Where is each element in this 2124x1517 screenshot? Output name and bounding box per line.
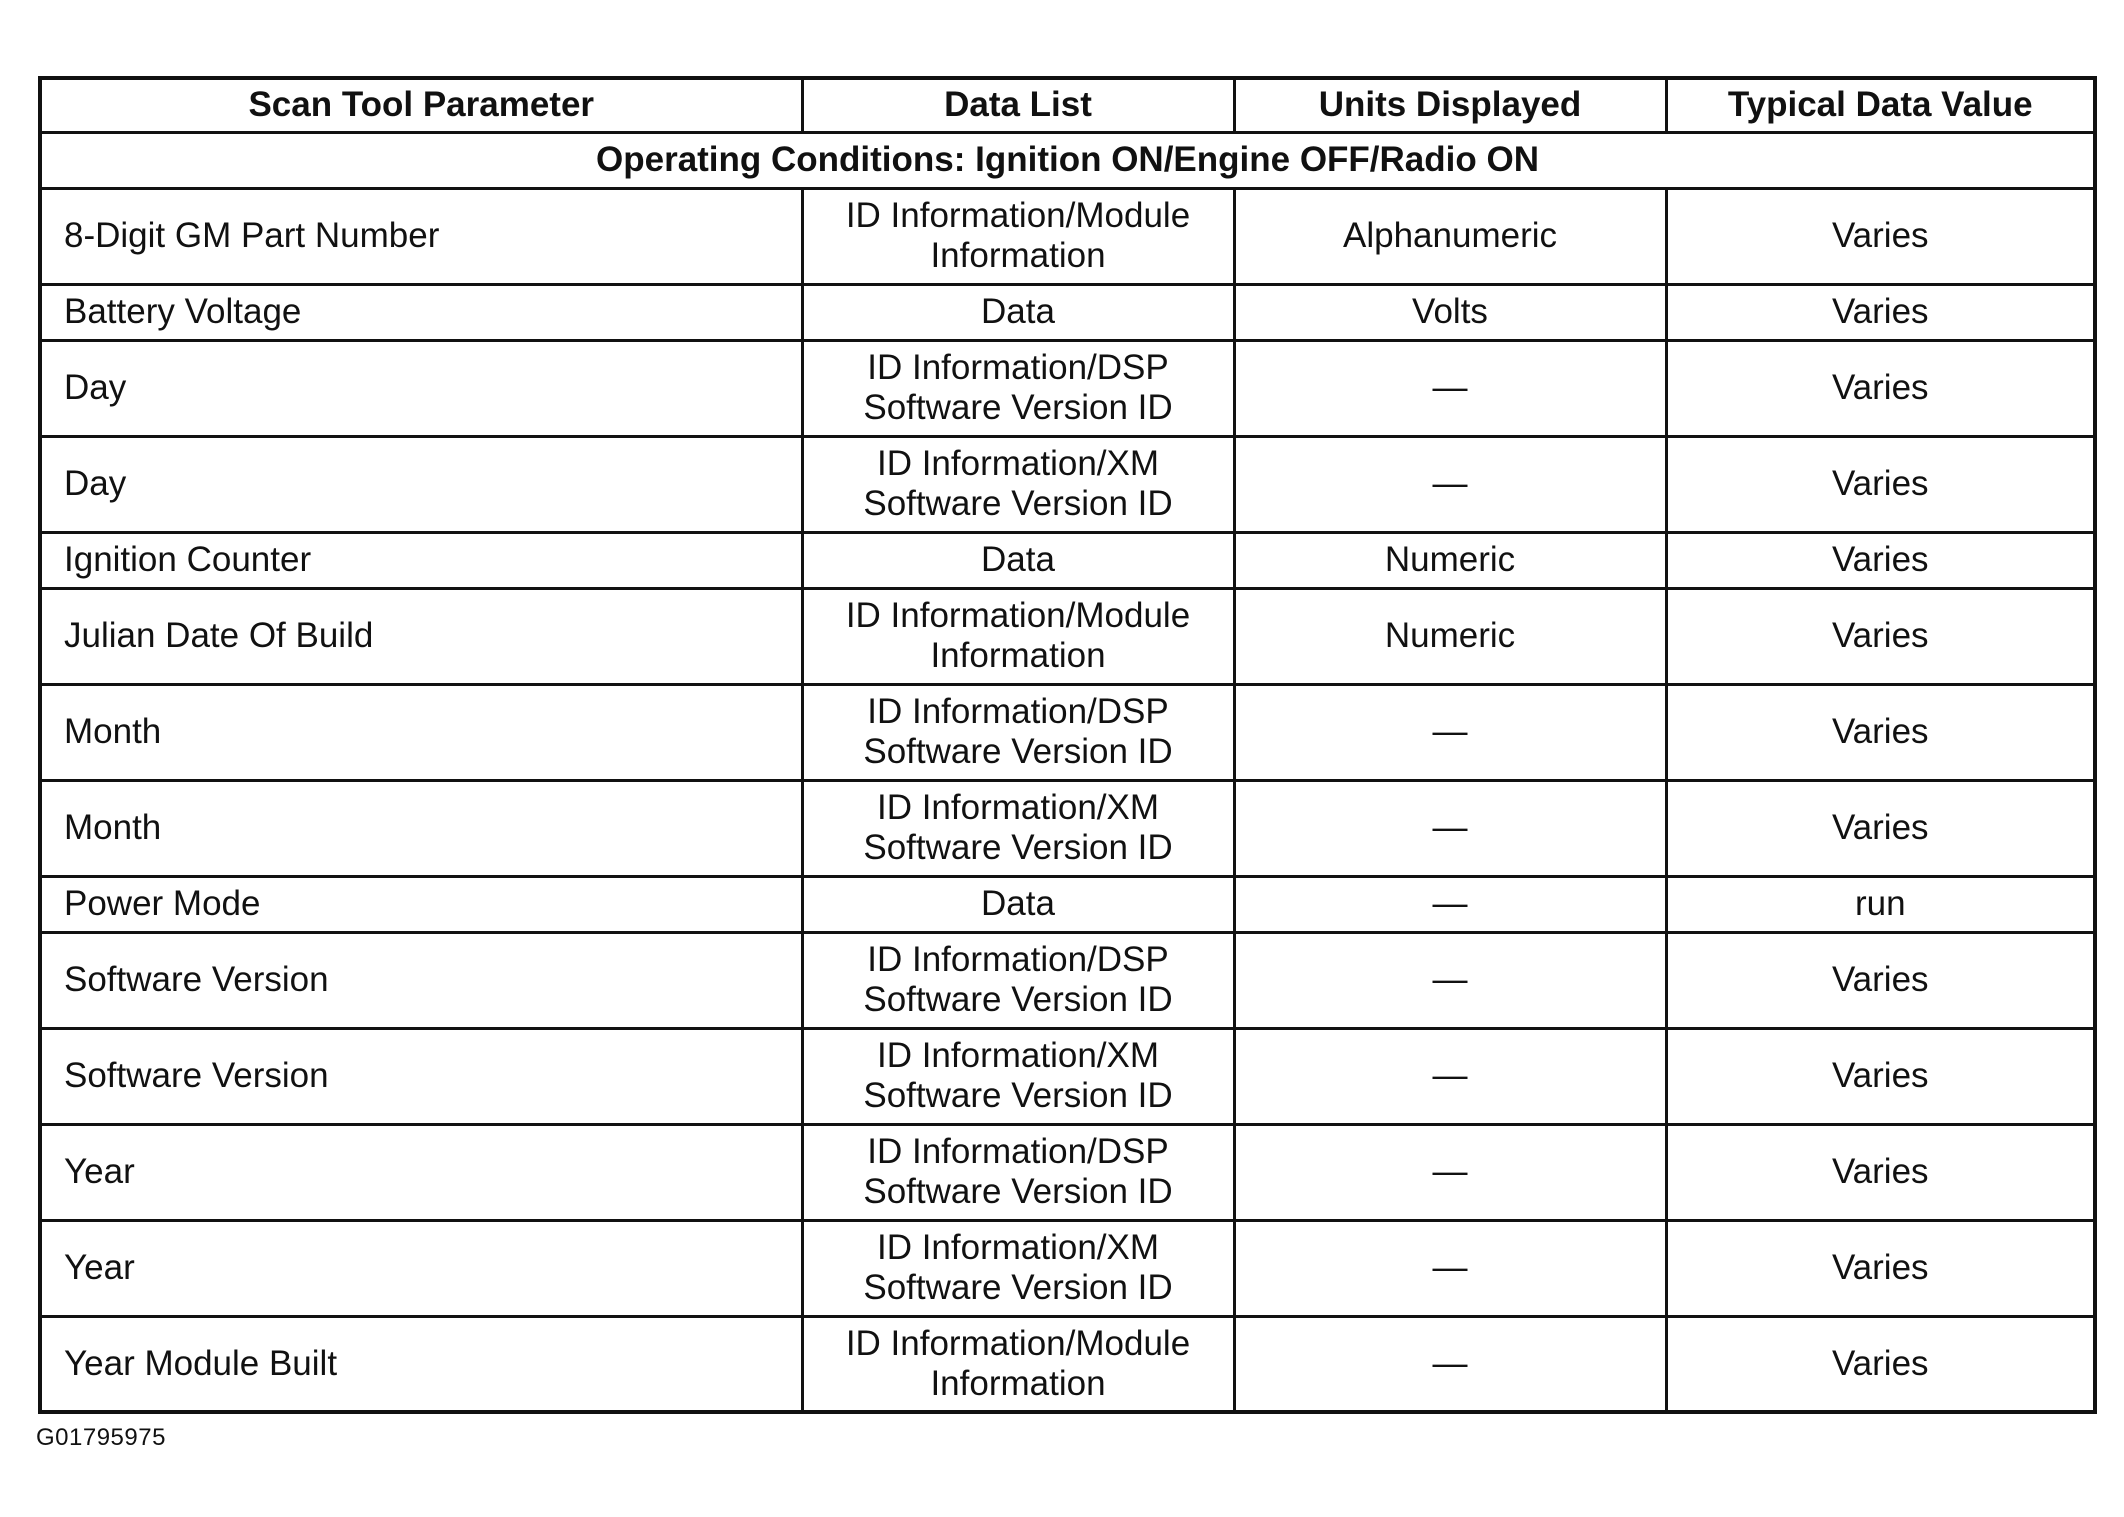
cell-units: — <box>1234 1028 1666 1124</box>
data-list-line: ID Information/Module <box>845 1323 1191 1363</box>
cell-units: Volts <box>1234 284 1666 340</box>
cell-data-list <box>802 1028 1234 1124</box>
data-list-line: Information <box>930 1363 1106 1403</box>
cell-units: — <box>1234 1124 1666 1220</box>
data-list-line: ID Information/XM <box>876 788 1160 827</box>
data-list-line: Software Version ID <box>863 1172 1173 1211</box>
cell-typical-value: Varies <box>1666 1028 2095 1124</box>
cell-parameter: Power Mode <box>40 876 802 932</box>
cell-data-list <box>802 932 1234 1028</box>
header-typical-data-value: Typical Data Value <box>1666 78 2095 132</box>
cell-parameter: Month <box>40 780 802 876</box>
cell-data-list <box>802 1220 1234 1316</box>
data-list-line: Data <box>981 884 1055 923</box>
data-list-line: Software Version ID <box>863 1268 1173 1307</box>
table-row <box>40 340 2095 436</box>
table-row <box>40 532 2095 588</box>
data-list-line: Information <box>930 636 1106 675</box>
table-row <box>40 684 2095 780</box>
cell-parameter: Year <box>40 1124 802 1220</box>
data-list-line: ID Information/Module <box>845 196 1191 235</box>
data-list-line: ID Information/DSP <box>867 940 1169 979</box>
table-row <box>40 284 2095 340</box>
data-list-line: Software Version ID <box>863 732 1173 771</box>
figure-code: G01795975 <box>36 1424 166 1451</box>
cell-parameter: Month <box>40 684 802 780</box>
data-list-line: ID Information/DSP <box>867 692 1169 731</box>
data-list-line: Software Version ID <box>863 1076 1173 1115</box>
cell-typical-value: Varies <box>1666 588 2095 684</box>
cell-data-list <box>802 1124 1234 1220</box>
header-units-displayed: Units Displayed <box>1234 78 1666 132</box>
cell-typical-value: Varies <box>1666 436 2095 532</box>
cell-typical-value: Varies <box>1666 284 2095 340</box>
cell-typical-value: Varies <box>1666 684 2095 780</box>
data-list-line: Data <box>981 292 1055 331</box>
cell-units: — <box>1234 780 1666 876</box>
cell-data-list <box>802 780 1234 876</box>
cell-typical-value: Varies <box>1666 188 2095 284</box>
cell-units: — <box>1234 876 1666 932</box>
table-row <box>40 932 2095 1028</box>
header-data-list: Data List <box>802 78 1234 132</box>
cell-typical-value: Varies <box>1666 1316 2095 1412</box>
cell-parameter: Day <box>40 340 802 436</box>
cell-units: — <box>1234 340 1666 436</box>
table-row <box>40 436 2095 532</box>
cell-data-list <box>802 284 1234 340</box>
table-row <box>40 588 2095 684</box>
data-list-line: Information <box>930 236 1106 275</box>
table-row <box>40 780 2095 876</box>
table-row <box>40 188 2095 284</box>
scan-tool-data-table <box>38 76 2097 1414</box>
cell-data-list <box>802 1316 1234 1412</box>
cell-typical-value: Varies <box>1666 780 2095 876</box>
cell-data-list <box>802 876 1234 932</box>
data-list-line: Software Version ID <box>863 388 1173 427</box>
data-list-line: ID Information/DSP <box>867 348 1169 387</box>
cell-typical-value: Varies <box>1666 532 2095 588</box>
data-list-line: ID Information/XM <box>876 1228 1160 1267</box>
cell-units: Alphanumeric <box>1234 188 1666 284</box>
data-list-line: Software Version ID <box>863 828 1173 867</box>
data-list-line: Data <box>981 540 1055 579</box>
data-list-line: ID Information/XM <box>876 444 1160 483</box>
cell-units: Numeric <box>1234 532 1666 588</box>
table-row <box>40 1220 2095 1316</box>
cell-parameter: Year <box>40 1220 802 1316</box>
cell-units: — <box>1234 436 1666 532</box>
table-row <box>40 1316 2095 1412</box>
operating-conditions-row <box>40 132 2095 188</box>
cell-parameter: Ignition Counter <box>40 532 802 588</box>
cell-typical-value: Varies <box>1666 1220 2095 1316</box>
cell-units: Numeric <box>1234 588 1666 684</box>
cell-typical-value: Varies <box>1666 932 2095 1028</box>
cell-parameter: Battery Voltage <box>40 284 802 340</box>
cell-units: — <box>1234 932 1666 1028</box>
cell-units: — <box>1234 684 1666 780</box>
cell-data-list <box>802 436 1234 532</box>
cell-typical-value: Varies <box>1666 1124 2095 1220</box>
table-row <box>40 1124 2095 1220</box>
operating-conditions: Operating Conditions: Ignition ON/Engine OFF/Radio ON <box>40 132 2095 188</box>
cell-data-list <box>802 588 1234 684</box>
cell-parameter: 8-Digit GM Part Number <box>40 188 802 284</box>
cell-data-list <box>802 532 1234 588</box>
cell-units: — <box>1234 1316 1666 1412</box>
table-row <box>40 1028 2095 1124</box>
cell-parameter: Software Version <box>40 1028 802 1124</box>
cell-parameter: Software Version <box>40 932 802 1028</box>
data-list-line: ID Information/XM <box>876 1036 1160 1075</box>
data-list-line: ID Information/Module <box>845 596 1191 635</box>
cell-units: — <box>1234 1220 1666 1316</box>
table-row <box>40 876 2095 932</box>
cell-parameter: Julian Date Of Build <box>40 588 802 684</box>
cell-data-list <box>802 340 1234 436</box>
data-list-line: Software Version ID <box>863 484 1173 523</box>
data-list-line: ID Information/DSP <box>867 1132 1169 1171</box>
table-header-row <box>40 78 2095 132</box>
cell-typical-value: Varies <box>1666 340 2095 436</box>
cell-parameter: Day <box>40 436 802 532</box>
data-list-line: Software Version ID <box>863 980 1173 1019</box>
cell-data-list <box>802 188 1234 284</box>
cell-typical-value: run <box>1666 876 2095 932</box>
header-scan-tool-parameter: Scan Tool Parameter <box>40 78 802 132</box>
cell-data-list <box>802 684 1234 780</box>
cell-parameter: Year Module Built <box>40 1316 802 1412</box>
